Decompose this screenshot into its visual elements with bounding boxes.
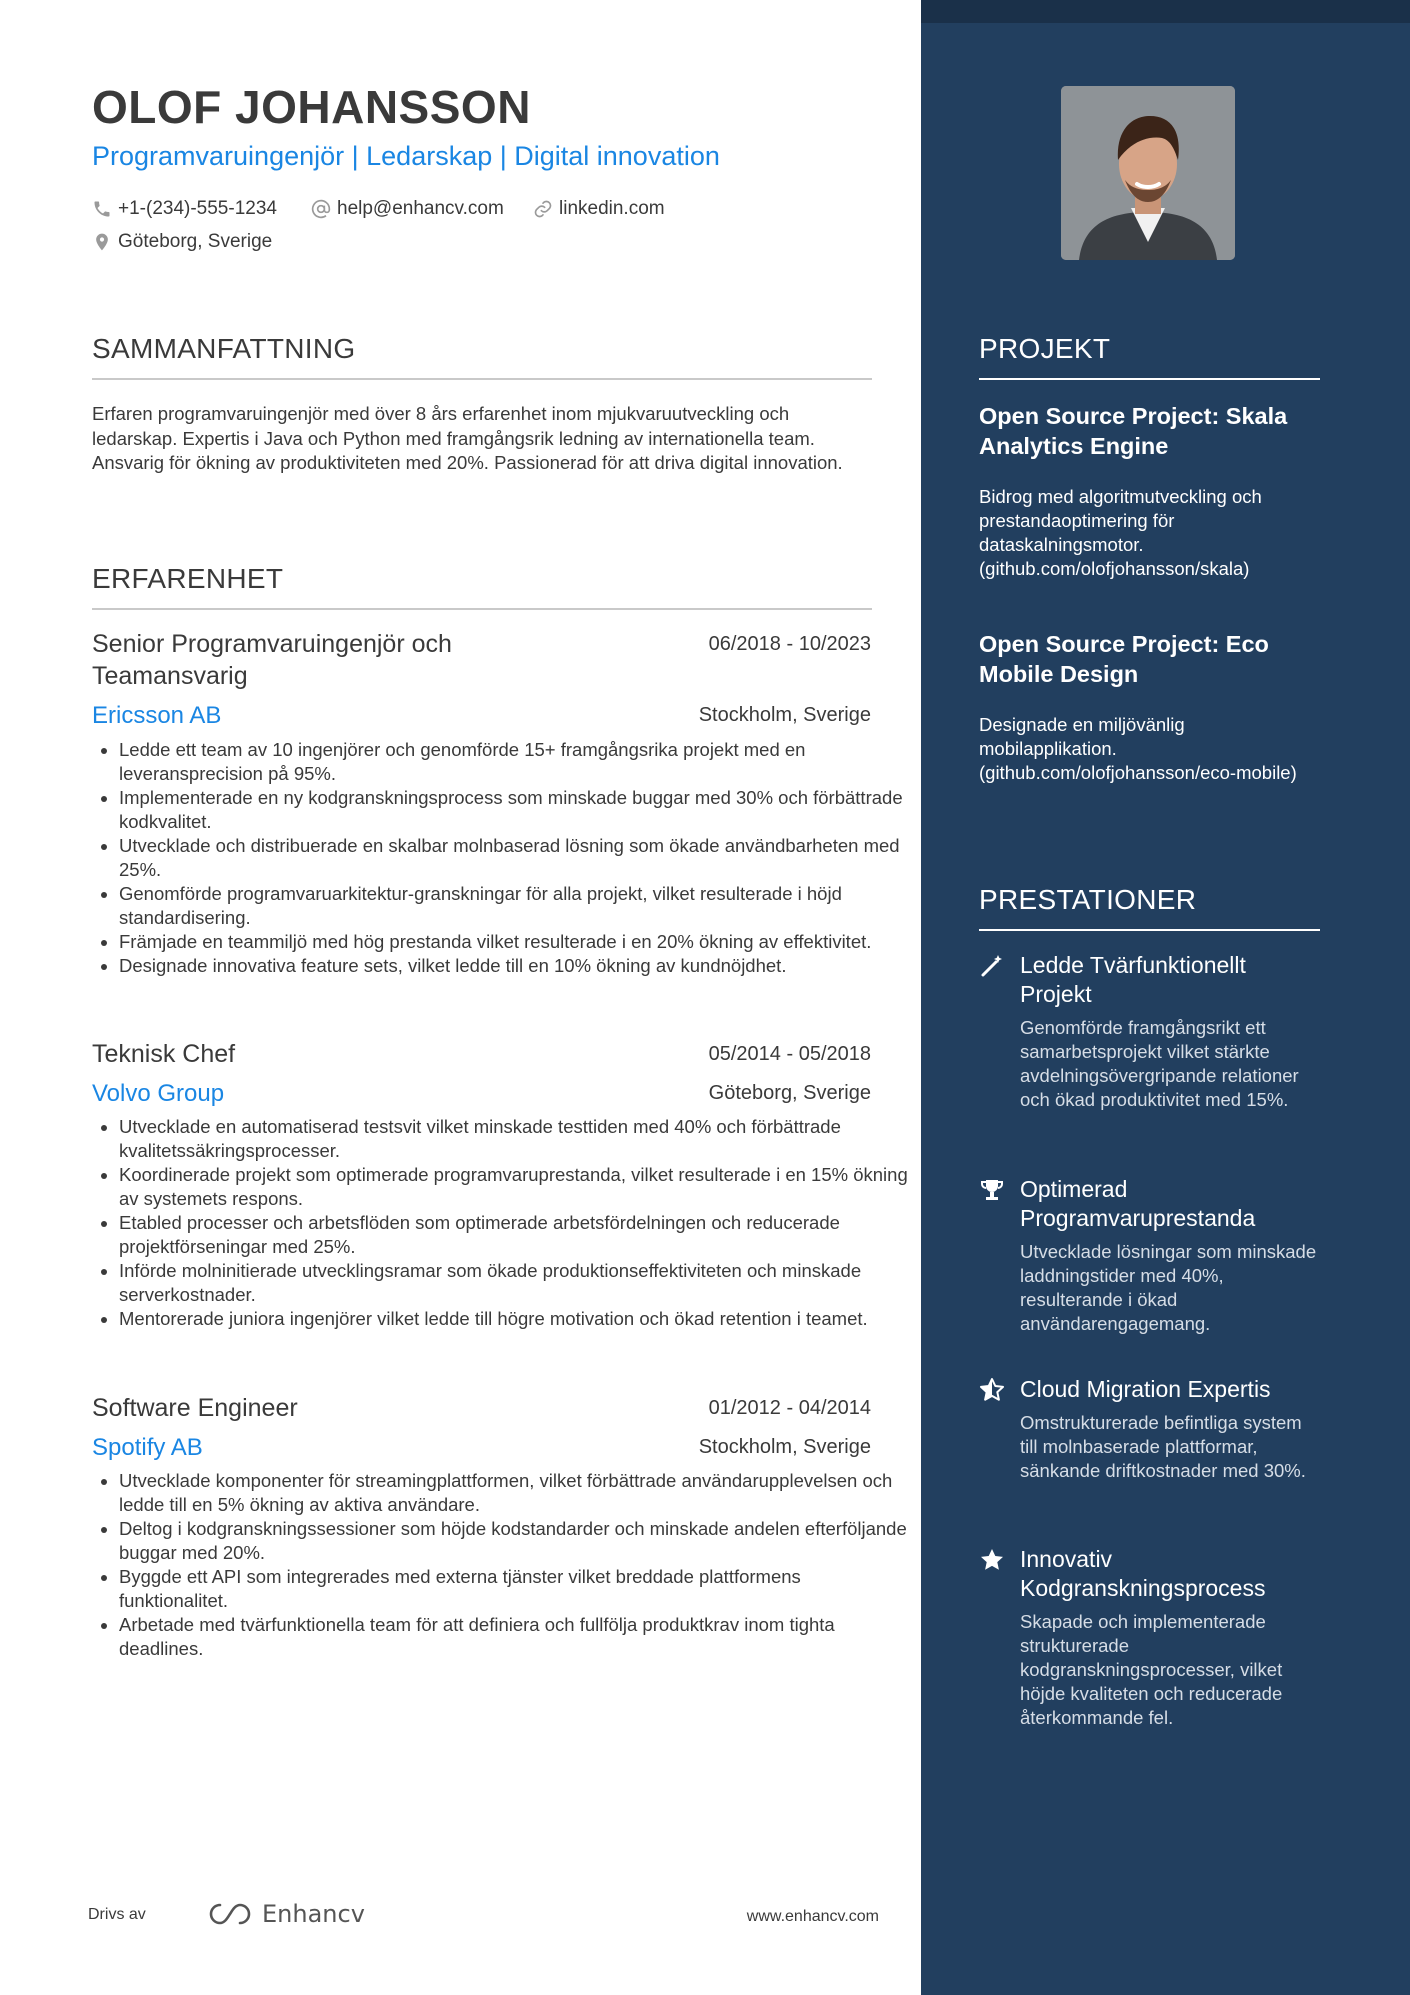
achievement-description: Skapade och implementerade strukturerade kodgranskningsprocesser, vilket höjde kvaliteten och reducerade återkommande fel.: [1020, 1611, 1283, 1728]
job-bullet: • Deltog i kodgranskningssessioner som höjde kodstandarder och minskade andelen efterföljande buggar med 20%.: [119, 1517, 909, 1565]
projects-divider: [979, 378, 1320, 380]
job-bullets: [92, 738, 909, 978]
job-bullet: • Ledde ett team av 10 ingenjörer och genomförde 15+ framgångsrika projekt med en leveransprecision på 95%.: [119, 738, 909, 786]
summary-divider: [92, 378, 872, 380]
summary-text: Erfaren programvaruingenjör med över 8 års erfarenhet inom mjukvaruutveckling och ledarskap. Expertis i Java och Python med framgångsrik ledning av internationella team. Ansvarig för ökning av produktiviteten med 20%. Passionerad för att driva digital innovation.: [92, 403, 843, 473]
linkedin-text: linkedin.com: [559, 198, 665, 219]
half-star-icon: [979, 1377, 1005, 1403]
achievement-title: Cloud Migration Expertis: [1020, 1376, 1271, 1402]
job-bullets: [92, 1115, 909, 1331]
enhancv-logo[interactable]: [206, 1900, 365, 1928]
job-dates: 01/2012 - 04/2014: [708, 1397, 871, 1419]
contact-phone[interactable]: [92, 198, 277, 220]
link-icon: [533, 199, 553, 219]
job-company[interactable]: Ericsson AB: [92, 702, 222, 729]
project-title: Open Source Project: Eco Mobile Design: [979, 631, 1269, 687]
project-title: Open Source Project: Skala Analytics Engine: [979, 403, 1288, 459]
location-pin-icon: [92, 232, 112, 252]
projects-heading: PROJEKT: [979, 333, 1111, 364]
job-bullet: • Utvecklade komponenter för streamingplattformen, vilket förbättrade användarupplevelsen och ledde till en 5% ökning av aktiva användare.: [119, 1469, 909, 1517]
location-text: Göteborg, Sverige: [118, 231, 273, 252]
achievement-title: Innovativ Kodgranskningsprocess: [1020, 1546, 1266, 1601]
sidebar-top-band: [921, 0, 1410, 23]
achievement-description: Utvecklade lösningar som minskade laddningstider med 40%, resulterande i ökad användarengagemang.: [1020, 1241, 1317, 1334]
job-location: Göteborg, Sverige: [708, 1082, 871, 1104]
job-bullet: • Främjade en teammiljö med hög prestanda vilket resulterade i en 20% ökning av effektivitet.: [119, 930, 909, 954]
enhancv-logo-icon: [206, 1901, 254, 1927]
project-description: Designade en miljövänlig mobilapplikation. (github.com/olofjohansson/eco-mobile): [979, 714, 1297, 783]
contact-linkedin[interactable]: [533, 198, 665, 220]
enhancv-brand-text: Enhancv: [262, 1900, 365, 1928]
magic-wand-icon: [979, 953, 1005, 979]
email-text: help@enhancv.com: [337, 198, 504, 219]
candidate-name: OLOF JOHANSSON: [92, 81, 531, 133]
achievement-title: Ledde Tvärfunktionellt Projekt: [1020, 952, 1246, 1007]
star-icon: [979, 1547, 1005, 1573]
job-bullet: • Etabled processer och arbetsflöden som optimerade arbetsfördelningen och reducerade projektförseningar med 25%.: [119, 1211, 909, 1259]
trophy-icon: [979, 1177, 1005, 1203]
job-location: Stockholm, Sverige: [698, 704, 871, 726]
job-bullet: • Arbetade med tvärfunktionella team för att definiera och fullfölja produktkrav inom tighta deadlines.: [119, 1613, 909, 1661]
job-bullet: • Införde molninitierade utvecklingsramar som ökade produktionseffektiviteten och minskade serverkostnader.: [119, 1259, 909, 1307]
experience-heading: ERFARENHET: [92, 563, 284, 594]
job-bullet: • Utvecklade en automatiserad testsvit vilket minskade testtiden med 40% och förbättrade kvalitetssäkringsprocesser.: [119, 1115, 909, 1163]
profile-photo: [1061, 86, 1235, 260]
contact-location: [92, 231, 272, 253]
project-description: Bidrog med algoritmutveckling och prestandaoptimering för dataskalningsmotor. (github.com/olofjohansson/skala): [979, 486, 1262, 579]
at-sign-icon: [311, 199, 331, 219]
job-bullet: • Mentorerade juniora ingenjörer vilket ledde till högre motivation och ökad retention i teamet.: [119, 1307, 909, 1331]
job-bullets: [92, 1469, 909, 1661]
footer-url[interactable]: www.enhancv.com: [746, 1908, 879, 1925]
job-title: Software Engineer: [92, 1394, 298, 1422]
job-bullet: • Utvecklade och distribuerade en skalbar molnbaserad lösning som ökade användbarheten med 25%.: [119, 834, 909, 882]
candidate-tagline: Programvaruingenjör | Ledarskap | Digital innovation: [92, 141, 720, 171]
achievement-description: Genomförde framgångsrikt ett samarbetsprojekt vilket stärkte avdelningsövergripande relationer och ökad produktivitet med 15%.: [1020, 1017, 1299, 1110]
job-dates: 05/2014 - 05/2018: [708, 1043, 871, 1065]
job-bullet: • Genomförde programvaruarkitektur-granskningar för alla projekt, vilket resulterade i höjd standardisering.: [119, 882, 909, 930]
job-dates: 06/2018 - 10/2023: [708, 633, 871, 655]
achievement-description: Omstrukturerade befintliga system till molnbaserade plattformar, sänkande driftkostnader med 30%.: [1020, 1412, 1306, 1481]
job-title: Teknisk Chef: [92, 1040, 236, 1068]
sidebar: [921, 0, 1410, 1995]
phone-icon: [92, 199, 112, 219]
footer-powered-by: Drivs av: [88, 1906, 146, 1923]
job-title: Senior Programvaruingenjör och Teamansvarig: [92, 630, 452, 690]
experience-divider: [92, 608, 872, 610]
achievement-title: Optimerad Programvaruprestanda: [1020, 1176, 1256, 1231]
job-location: Stockholm, Sverige: [698, 1436, 871, 1458]
achievements-divider: [979, 929, 1320, 931]
job-bullet: • Implementerade en ny kodgranskningsprocess som minskade buggar med 30% och förbättrade kodkvalitet.: [119, 786, 909, 834]
achievements-heading: PRESTATIONER: [979, 884, 1197, 915]
phone-text: +1-(234)-555-1234: [118, 198, 277, 219]
job-bullet: • Koordinerade projekt som optimerade programvaruprestanda, vilket resulterade i en 15% ökning av systemets respons.: [119, 1163, 909, 1211]
job-company[interactable]: Volvo Group: [92, 1080, 225, 1107]
job-bullet: • Byggde ett API som integrerades med externa tjänster vilket breddade plattformens funktionalitet.: [119, 1565, 909, 1613]
job-company[interactable]: Spotify AB: [92, 1434, 203, 1461]
contact-email[interactable]: [311, 198, 504, 220]
summary-heading: SAMMANFATTNING: [92, 333, 356, 364]
job-bullet: • Designade innovativa feature sets, vilket ledde till en 10% ökning av kundnöjdhet.: [119, 954, 909, 978]
